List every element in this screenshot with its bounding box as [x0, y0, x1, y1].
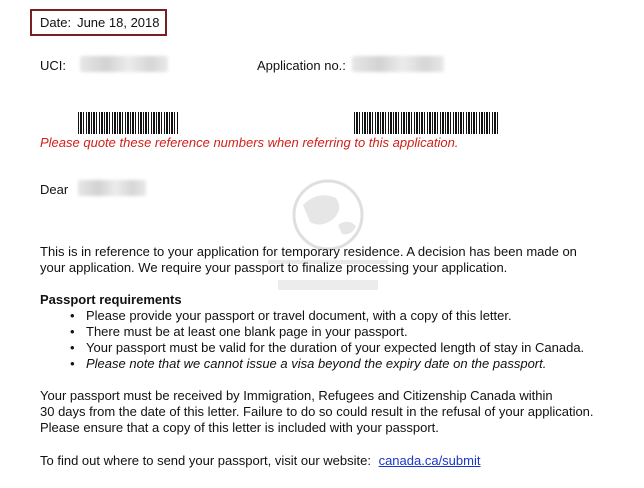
submission-paragraph	[40, 388, 640, 436]
greeting-label: Dear	[40, 182, 69, 197]
list-item: • Your passport must be valid for the duration of your expected length of stay in Canada.	[68, 340, 638, 356]
reference-note: Please quote these reference numbers when referring to this application.	[40, 135, 459, 150]
intro-line: your application. We require your passport to finalize processing your application.	[40, 260, 508, 275]
website-link[interactable]: canada.ca/submit	[378, 453, 481, 468]
list-item: • There must be at least one blank page in your passport.	[68, 324, 638, 340]
list-item: • Please note that we cannot issue a visa beyond the expiry date on the passport.	[68, 356, 638, 372]
recipient-name-redacted	[78, 180, 146, 196]
requirements-heading: Passport requirements	[40, 292, 182, 307]
date-value: June 18, 2018	[77, 15, 160, 30]
submission-line: 30 days from the date of this letter. Failure to do so could result in the refusal of your application.	[40, 404, 594, 419]
submission-line: Your passport must be received by Immigration, Refugees and Citizenship Canada within	[40, 388, 553, 403]
application-barcode	[354, 112, 498, 134]
intro-line: This is in reference to your application for temporary residence. A decision has been made on	[40, 244, 577, 259]
date-box	[30, 9, 167, 36]
date-label: Date:	[40, 15, 72, 30]
list-item: • Please provide your passport or travel document, with a copy of this letter.	[68, 308, 638, 324]
application-redacted	[352, 56, 444, 72]
submission-line: Please ensure that a copy of this letter is included with your passport.	[40, 420, 439, 435]
intro-paragraph	[40, 244, 635, 276]
website-text: To find out where to send your passport, visit our website:	[40, 453, 371, 468]
uci-label: UCI:	[40, 58, 66, 73]
uci-redacted	[80, 56, 168, 72]
globe-logo-icon	[248, 170, 408, 310]
application-label: Application no.:	[257, 58, 346, 73]
uci-barcode	[78, 112, 178, 134]
requirements-list	[68, 308, 638, 372]
website-line	[40, 453, 480, 469]
